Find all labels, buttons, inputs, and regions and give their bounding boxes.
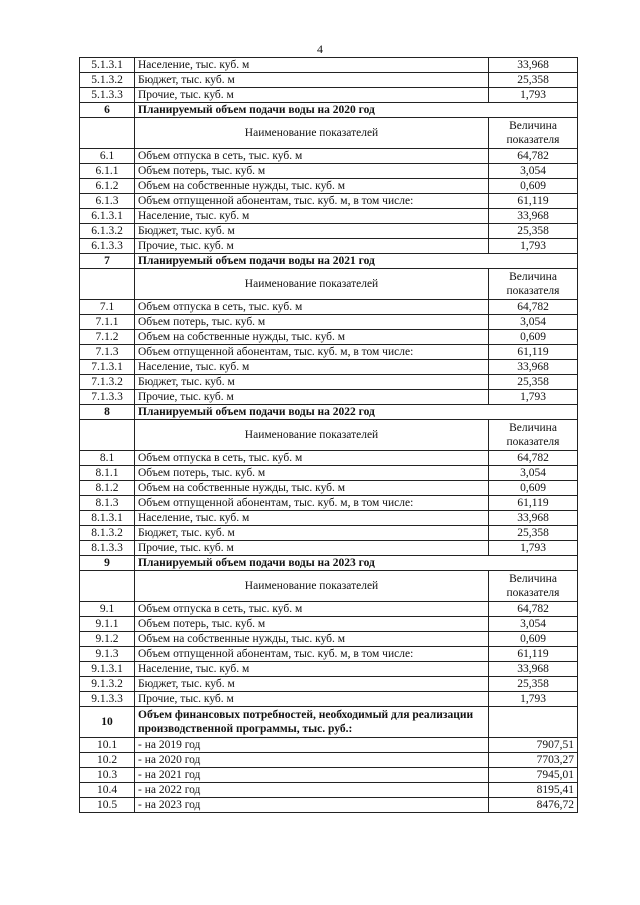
- indicator-name-cell: Население, тыс. куб. м: [135, 662, 489, 677]
- indicator-value-cell: 33,968: [489, 511, 578, 526]
- row-number-cell: 6.1.3: [80, 194, 135, 209]
- indicator-value-cell: 61,119: [489, 647, 578, 662]
- row-number-cell: 9.1: [80, 602, 135, 617]
- indicator-value-cell: 0,609: [489, 632, 578, 647]
- table-body: [80, 58, 578, 813]
- indicator-value-cell: 7907,51: [489, 738, 578, 753]
- table-row: [80, 466, 578, 481]
- indicator-value-header: Величина показателя: [489, 571, 578, 602]
- indicator-value-cell: 25,358: [489, 526, 578, 541]
- indicator-name-cell: Объем отпущенной абонентам, тыс. куб. м, в том числе:: [135, 345, 489, 360]
- row-number-cell: 6.1.3.1: [80, 209, 135, 224]
- indicator-name-cell: Бюджет, тыс. куб. м: [135, 375, 489, 390]
- indicator-value-cell: 64,782: [489, 602, 578, 617]
- table-row: [80, 783, 578, 798]
- row-number-cell: 10.3: [80, 768, 135, 783]
- indicator-name-cell: Прочие, тыс. куб. м: [135, 390, 489, 405]
- indicator-value-cell: 33,968: [489, 662, 578, 677]
- table-row: [80, 738, 578, 753]
- table-row: [80, 677, 578, 692]
- indicator-name-cell: Население, тыс. куб. м: [135, 58, 489, 73]
- indicator-name-cell: Объем потерь, тыс. куб. м: [135, 315, 489, 330]
- indicator-name-cell: Население, тыс. куб. м: [135, 360, 489, 375]
- indicator-value-cell: 1,793: [489, 692, 578, 707]
- indicator-value-cell: 0,609: [489, 330, 578, 345]
- indicator-value-cell: 25,358: [489, 73, 578, 88]
- row-number-cell: 10.1: [80, 738, 135, 753]
- section-number-cell: 10: [80, 707, 135, 738]
- section-number-cell: 8: [80, 405, 135, 420]
- table-row: [80, 798, 578, 813]
- section-heading-row: [80, 103, 578, 118]
- row-number-cell: 9.1.3: [80, 647, 135, 662]
- blank-header-cell: [80, 269, 135, 300]
- indicator-value-cell: 3,054: [489, 617, 578, 632]
- section-title-cell: Планируемый объем подачи воды на 2021 год: [135, 254, 578, 269]
- blank-header-cell: [80, 420, 135, 451]
- row-number-cell: 8.1.3: [80, 496, 135, 511]
- blank-value-cell: [489, 707, 578, 738]
- table-row: [80, 451, 578, 466]
- section-number-cell: 7: [80, 254, 135, 269]
- indicator-value-cell: 25,358: [489, 375, 578, 390]
- table-row: [80, 239, 578, 254]
- table-row: [80, 526, 578, 541]
- indicator-value-cell: 1,793: [489, 239, 578, 254]
- row-number-cell: 6.1.2: [80, 179, 135, 194]
- row-number-cell: 9.1.2: [80, 632, 135, 647]
- indicator-name-cell: - на 2021 год: [135, 768, 489, 783]
- row-number-cell: 7.1: [80, 300, 135, 315]
- indicator-value-cell: 0,609: [489, 179, 578, 194]
- table-row: [80, 164, 578, 179]
- section-title-cell: Планируемый объем подачи воды на 2023 год: [135, 556, 578, 571]
- section-heading-row: [80, 254, 578, 269]
- column-header-row: [80, 269, 578, 300]
- indicator-value-cell: 61,119: [489, 496, 578, 511]
- indicator-value-cell: 1,793: [489, 541, 578, 556]
- blank-header-cell: [80, 118, 135, 149]
- row-number-cell: 7.1.3.1: [80, 360, 135, 375]
- row-number-cell: 9.1.3.3: [80, 692, 135, 707]
- indicator-value-cell: 3,054: [489, 466, 578, 481]
- table-row: [80, 692, 578, 707]
- indicator-name-cell: Прочие, тыс. куб. м: [135, 541, 489, 556]
- section-number-cell: 6: [80, 103, 135, 118]
- indicator-name-header: Наименование показателей: [135, 571, 489, 602]
- row-number-cell: 8.1.3.1: [80, 511, 135, 526]
- indicator-value-cell: 0,609: [489, 481, 578, 496]
- finance-heading-row: [80, 707, 578, 738]
- row-number-cell: 5.1.3.1: [80, 58, 135, 73]
- row-number-cell: 8.1.1: [80, 466, 135, 481]
- indicator-value-cell: 3,054: [489, 164, 578, 179]
- indicator-name-cell: Объем на собственные нужды, тыс. куб. м: [135, 481, 489, 496]
- indicator-value-cell: 33,968: [489, 209, 578, 224]
- row-number-cell: 9.1.1: [80, 617, 135, 632]
- indicator-value-cell: 1,793: [489, 88, 578, 103]
- table-row: [80, 632, 578, 647]
- row-number-cell: 5.1.3.2: [80, 73, 135, 88]
- table-row: [80, 617, 578, 632]
- indicator-name-cell: - на 2023 год: [135, 798, 489, 813]
- column-header-row: [80, 420, 578, 451]
- indicator-value-cell: 7703,27: [489, 753, 578, 768]
- indicator-name-cell: - на 2022 год: [135, 783, 489, 798]
- indicator-value-cell: 61,119: [489, 194, 578, 209]
- section-title-cell: Объем финансовых потребностей, необходимый для реализации производственной программы, тыс. руб.:: [135, 707, 489, 738]
- indicator-value-cell: 33,968: [489, 360, 578, 375]
- indicator-name-cell: Прочие, тыс. куб. м: [135, 88, 489, 103]
- table-row: [80, 315, 578, 330]
- table-row: [80, 481, 578, 496]
- indicator-value-cell: 7945,01: [489, 768, 578, 783]
- row-number-cell: 8.1.3.2: [80, 526, 135, 541]
- indicator-name-cell: Население, тыс. куб. м: [135, 511, 489, 526]
- indicator-name-cell: Бюджет, тыс. куб. м: [135, 73, 489, 88]
- indicator-name-cell: Объем отпуска в сеть, тыс. куб. м: [135, 451, 489, 466]
- indicator-name-cell: Прочие, тыс. куб. м: [135, 692, 489, 707]
- row-number-cell: 8.1.2: [80, 481, 135, 496]
- table-row: [80, 541, 578, 556]
- table-row: [80, 88, 578, 103]
- row-number-cell: 7.1.3.2: [80, 375, 135, 390]
- indicator-value-cell: 1,793: [489, 390, 578, 405]
- indicator-name-cell: Прочие, тыс. куб. м: [135, 239, 489, 254]
- indicator-name-cell: - на 2020 год: [135, 753, 489, 768]
- indicator-name-cell: Объем на собственные нужды, тыс. куб. м: [135, 179, 489, 194]
- row-number-cell: 8.1.3.3: [80, 541, 135, 556]
- indicator-name-cell: - на 2019 год: [135, 738, 489, 753]
- indicator-name-cell: Объем на собственные нужды, тыс. куб. м: [135, 330, 489, 345]
- indicator-name-header: Наименование показателей: [135, 118, 489, 149]
- indicator-name-header: Наименование показателей: [135, 420, 489, 451]
- table-row: [80, 511, 578, 526]
- section-heading-row: [80, 405, 578, 420]
- indicator-value-cell: 33,968: [489, 58, 578, 73]
- indicator-name-cell: Объем отпущенной абонентам, тыс. куб. м, в том числе:: [135, 496, 489, 511]
- table-row: [80, 179, 578, 194]
- table-row: [80, 375, 578, 390]
- table-row: [80, 73, 578, 88]
- indicator-value-cell: 3,054: [489, 315, 578, 330]
- indicator-name-cell: Бюджет, тыс. куб. м: [135, 224, 489, 239]
- table-row: [80, 224, 578, 239]
- indicator-name-cell: Объем на собственные нужды, тыс. куб. м: [135, 632, 489, 647]
- indicator-name-cell: Объем отпуска в сеть, тыс. куб. м: [135, 300, 489, 315]
- row-number-cell: 5.1.3.3: [80, 88, 135, 103]
- table-row: [80, 345, 578, 360]
- indicator-value-header: Величина показателя: [489, 269, 578, 300]
- section-number-cell: 9: [80, 556, 135, 571]
- row-number-cell: 10.4: [80, 783, 135, 798]
- table-row: [80, 300, 578, 315]
- indicator-name-cell: Объем отпуска в сеть, тыс. куб. м: [135, 602, 489, 617]
- row-number-cell: 8.1: [80, 451, 135, 466]
- row-number-cell: 6.1.1: [80, 164, 135, 179]
- section-heading-row: [80, 556, 578, 571]
- table-row: [80, 753, 578, 768]
- table-row: [80, 194, 578, 209]
- indicator-name-cell: Объем отпущенной абонентам, тыс. куб. м, в том числе:: [135, 194, 489, 209]
- indicator-name-cell: Объем потерь, тыс. куб. м: [135, 164, 489, 179]
- indicator-value-cell: 8195,41: [489, 783, 578, 798]
- table-row: [80, 647, 578, 662]
- row-number-cell: 9.1.3.1: [80, 662, 135, 677]
- table-row: [80, 209, 578, 224]
- row-number-cell: 6.1: [80, 149, 135, 164]
- table-row: [80, 662, 578, 677]
- indicator-name-cell: Бюджет, тыс. куб. м: [135, 526, 489, 541]
- indicator-value-cell: 25,358: [489, 677, 578, 692]
- table-row: [80, 496, 578, 511]
- indicator-name-cell: Объем потерь, тыс. куб. м: [135, 466, 489, 481]
- indicator-value-cell: 8476,72: [489, 798, 578, 813]
- row-number-cell: 7.1.2: [80, 330, 135, 345]
- indicator-value-cell: 64,782: [489, 300, 578, 315]
- blank-header-cell: [80, 571, 135, 602]
- row-number-cell: 7.1.1: [80, 315, 135, 330]
- row-number-cell: 6.1.3.3: [80, 239, 135, 254]
- table-row: [80, 58, 578, 73]
- table-row: [80, 330, 578, 345]
- table-row: [80, 149, 578, 164]
- row-number-cell: 6.1.3.2: [80, 224, 135, 239]
- indicator-name-cell: Объем потерь, тыс. куб. м: [135, 617, 489, 632]
- table-row: [80, 768, 578, 783]
- row-number-cell: 9.1.3.2: [80, 677, 135, 692]
- section-title-cell: Планируемый объем подачи воды на 2022 год: [135, 405, 578, 420]
- indicator-name-header: Наименование показателей: [135, 269, 489, 300]
- row-number-cell: 7.1.3.3: [80, 390, 135, 405]
- indicator-value-header: Величина показателя: [489, 118, 578, 149]
- indicator-value-cell: 64,782: [489, 149, 578, 164]
- indicator-name-cell: Объем отпущенной абонентам, тыс. куб. м, в том числе:: [135, 647, 489, 662]
- indicator-name-cell: Население, тыс. куб. м: [135, 209, 489, 224]
- row-number-cell: 10.2: [80, 753, 135, 768]
- row-number-cell: 10.5: [80, 798, 135, 813]
- table-row: [80, 360, 578, 375]
- indicator-value-cell: 64,782: [489, 451, 578, 466]
- indicator-value-header: Величина показателя: [489, 420, 578, 451]
- indicator-name-cell: Бюджет, тыс. куб. м: [135, 677, 489, 692]
- indicator-value-cell: 61,119: [489, 345, 578, 360]
- production-program-table: [79, 57, 578, 813]
- table-row: [80, 602, 578, 617]
- column-header-row: [80, 118, 578, 149]
- column-header-row: [80, 571, 578, 602]
- table-row: [80, 390, 578, 405]
- indicator-value-cell: 25,358: [489, 224, 578, 239]
- section-title-cell: Планируемый объем подачи воды на 2020 год: [135, 103, 578, 118]
- row-number-cell: 7.1.3: [80, 345, 135, 360]
- indicator-name-cell: Объем отпуска в сеть, тыс. куб. м: [135, 149, 489, 164]
- page-number: 4: [317, 42, 323, 56]
